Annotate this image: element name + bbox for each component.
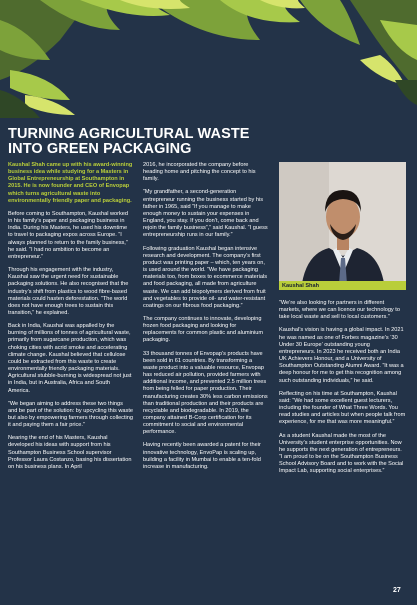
intro-paragraph: Kaushal Shah came up with his award-winning business idea while studying for a Masters in Global Entrepreneurship at Southampton in 2015. He is now founder and CEO of Envopap which turns agricultural waste into environmentally friendly paper and packaging. <box>8 162 133 204</box>
portrait-photo <box>279 162 406 290</box>
photo-caption: Kaushal Shah <box>282 282 319 289</box>
paragraph: Back in India, Kaushal was appalled by the burning of millions of tonnes of agricultural waste, primarily from sugarcane production, which was choking cities with acrid smoke and accelerating climate change. Kaushal believed that cellulose could be extracted from this waste to create environmentally friendly packaging materials. Agricultural stubble-burning is widespread not just in India, but in Australia, Africa and South America. <box>8 323 132 394</box>
paragraph: As a student Kaushal made the most of the University’s student enterprise opportunities. Now he supports the next generation of entrepreneurs. “I am proud to be on the Southampton Business School Advisory Board and to work with the Social Impact Lab, supporting social enterprises.” <box>279 432 404 475</box>
article-title <box>8 127 308 157</box>
paragraph: 2016, he incorporated the company before heading home and pitching the concept to his family. <box>143 162 256 183</box>
text-column-2 <box>143 162 268 477</box>
paragraph: Through his engagement with the industry, Kaushal saw the urgent need for sustainable packaging solutions. He also recognised that the industry’s shift from plastics to wood fibre-based materials could hasten deforestation. “The world does not have enough trees to sustain this transition,” he explained. <box>8 267 129 316</box>
paragraph: Kaushal’s vision is having a global impact. In 2021 he was named as one of Forbes magazine’s ‘30 Under 30 Europe’ outstanding young entrepreneurs. In 2023 he received both an India UK Achievers Honour, and a University of Southampton Outstanding Alumni Award. “It was a deep honour for me to get this recognition among such outstanding individuals,” he said. <box>279 327 404 384</box>
page-number: 27 <box>393 587 401 594</box>
paragraph: Having recently been awarded a patent for their innovative technology, EnvoPap is scaling up, building a facility in Mumbai to enable a ten-fold increase in manufacturing. <box>143 442 261 470</box>
title-line-2: INTO GREEN PACKAGING <box>8 141 192 157</box>
paragraph: “My grandfather, a second-generation entrepreneur running the business started by his father in 1965, said “If you manage to make enough money to sustain your expenses in England, you stay. If you don’t, come back and rejoin the family business”,” said Kaushal. “I guess entrepreneurship runs in our family.” <box>143 189 268 239</box>
title-line-1: TURNING AGRICULTURAL WASTE <box>8 126 250 142</box>
paragraph: Following graduation Kaushal began intensive research and development. The company’s first product was printing paper – which, ten years on, is used around the world. “We have packaging materials too, from boxes to ecommerce materials and food packaging, all made from agriculture waste. We can add biopolymers derived from fruit and vegetables to provide oil- and water-resistant coatings on our fibrous food packaging.” <box>143 245 268 309</box>
paragraph: “We’re also looking for partners in different markets, where we can licence our technology to take local waste and sell to local customers.” <box>279 300 400 321</box>
paragraph: Before coming to Southampton, Kaushal worked in his family’s paper and packaging business in India. During his Masters, he used his downtime to travel to packaging expos across Europe. “I always planned to return to the family business,” he said. “I had no ambition to become an entrepreneur.” <box>8 210 129 260</box>
paragraph: Nearing the end of his Masters, Kaushal developed his ideas with support from his Southampton Business School supervisor Professor Laura Costanzo, basing his dissertation on his business plans. In April <box>8 435 132 470</box>
paragraph: Reflecting on his time at Southampton, Kaushal said: “We had some excellent guest lecturers, including the founder of What Three Words. You read studies and articles but when people talk from experience, for me that was more meaningful.” <box>279 390 406 426</box>
leaf-illustration <box>0 0 417 118</box>
text-column-1 <box>8 162 133 477</box>
paragraph: “We began aiming to address these two things and be part of the solution: by upcycling this waste but also by empowering farmers through collecting it and paying them a fair price.” <box>8 400 134 429</box>
photo-caption-bar <box>279 281 406 290</box>
paragraph: 33 thousand tonnes of Envopap’s products have been sold in 61 countries. By transforming a waste product into a valuable resource, Envopap has reduced air pollution, provided farmers with additional income, and prevented 2.5 million trees from being felled for paper production. Their manufacturing creates 30% less carbon emissions than traditional production and their products are recyclable and biodegradable. In 2019, the company attained B-Corp certification for its commitment to social and environmental performance. <box>143 350 268 436</box>
paragraph: The company continues to innovate, developing frozen food packaging and looking for replacements for common plastic and aluminium packaging. <box>143 315 264 344</box>
text-column-3 <box>279 300 406 481</box>
